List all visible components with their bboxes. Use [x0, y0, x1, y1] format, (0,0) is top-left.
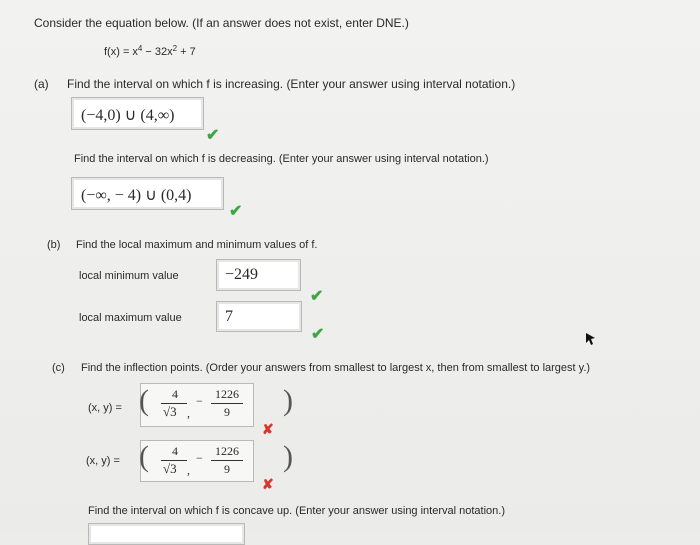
- inflection-2-input[interactable]: [140, 440, 254, 482]
- decreasing-answer-input[interactable]: [71, 177, 224, 210]
- part-a-question-decreasing: Find the interval on which f is decreasing. (Enter your answer using interval notation.): [74, 153, 489, 165]
- local-max-value: 7: [225, 308, 233, 325]
- inflection-2-label: (x, y) =: [86, 455, 120, 467]
- increasing-answer-input[interactable]: [71, 97, 204, 130]
- inflection-2-y-fraction-bar: [211, 460, 243, 461]
- inflection-2-minus-sign: −: [196, 451, 203, 465]
- concave-up-input[interactable]: [88, 523, 245, 545]
- part-c-label: (c): [52, 362, 65, 374]
- inflection-1-y-numerator: 1226: [215, 387, 239, 401]
- local-max-check-icon: ✔: [311, 326, 325, 343]
- local-min-check-icon: ✔: [310, 288, 324, 305]
- inflection-2-x-denominator: √3: [163, 461, 177, 476]
- local-min-input[interactable]: [216, 259, 301, 291]
- part-a-label: (a): [34, 77, 49, 91]
- decreasing-check-icon: ✔: [229, 203, 243, 220]
- local-max-input[interactable]: [216, 301, 302, 332]
- part-b-question: Find the local maximum and minimum values of f.: [76, 239, 318, 251]
- local-max-label: local maximum value: [79, 312, 182, 324]
- inflection-1-y-denominator: 9: [224, 405, 230, 419]
- inflection-1-input[interactable]: [140, 383, 254, 427]
- inflection-2-y-denominator: 9: [224, 462, 230, 476]
- inflection-1-open-paren: (: [139, 384, 149, 417]
- inflection-1-x-denominator: √3: [163, 404, 177, 419]
- inflection-2-open-paren: (: [139, 440, 149, 473]
- inflection-2-comma: ,: [187, 463, 190, 477]
- inflection-2-x-numerator: 4: [172, 444, 178, 458]
- inflection-1-label: (x, y) =: [88, 402, 122, 414]
- part-a-question-increasing: Find the interval on which f is increasing. (Enter your answer using interval notation.): [67, 77, 516, 91]
- local-min-value: −249: [225, 266, 259, 283]
- inflection-2-close-paren: ): [283, 440, 293, 473]
- inflection-2-y-numerator: 1226: [215, 444, 239, 458]
- concave-up-question: Find the interval on which f is concave up. (Enter your answer using interval notation.): [88, 505, 505, 517]
- inflection-1-comma: ,: [187, 406, 190, 420]
- intro-text: Consider the equation below. (If an answer does not exist, enter DNE.): [34, 16, 409, 30]
- decreasing-answer-value: (−∞, − 4) ∪ (0,4): [81, 187, 192, 204]
- increasing-answer-value: (−4,0) ∪ (4,∞): [81, 107, 175, 124]
- function-equation: $f(x) = x^4 - 32x^2 + 7$: [104, 44, 196, 58]
- increasing-check-icon: ✔: [206, 127, 220, 144]
- inflection-1-x-numerator: 4: [172, 387, 178, 401]
- local-min-label: local minimum value: [79, 270, 179, 282]
- inflection-1-close-paren: ): [283, 384, 293, 417]
- part-c-question: Find the inflection points. (Order your answers from smallest to largest x, then from smallest to largest y.): [81, 362, 591, 374]
- inflection-1-cross-icon: ✘: [262, 421, 274, 437]
- inflection-1-minus-sign: −: [196, 394, 203, 408]
- cursor-pointer-icon: [585, 332, 597, 346]
- inflection-2-cross-icon: ✘: [262, 476, 274, 492]
- inflection-1-y-fraction-bar: [211, 403, 243, 404]
- part-b-label: (b): [47, 239, 61, 251]
